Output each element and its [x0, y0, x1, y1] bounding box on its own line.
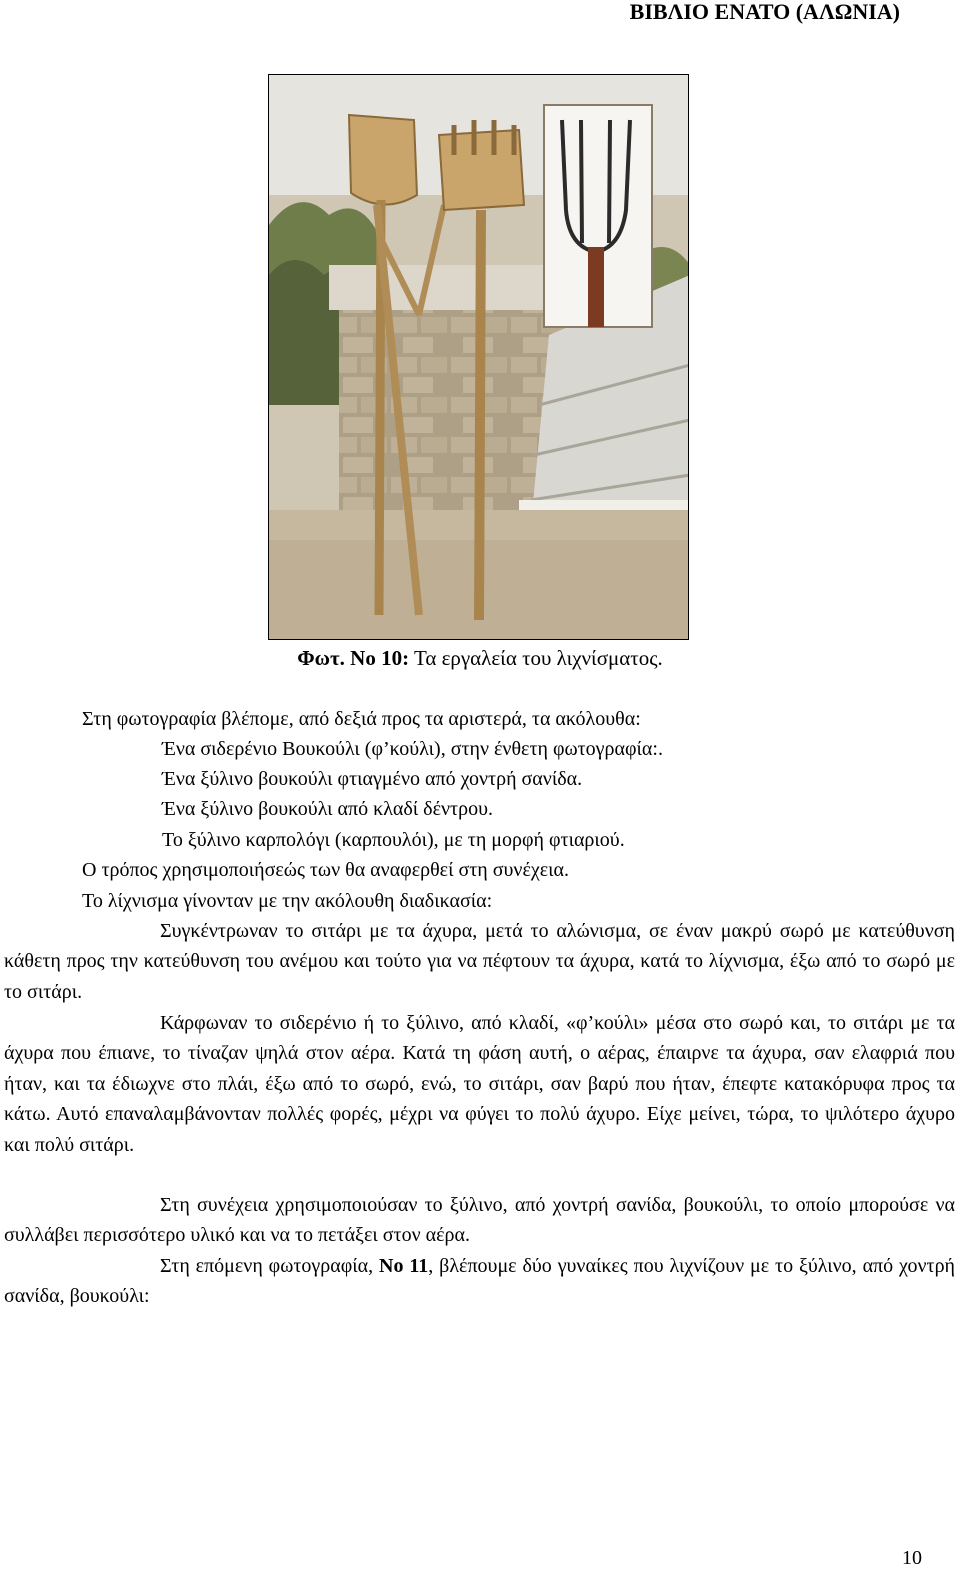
photo-caption: [0, 646, 960, 670]
page-number: 10: [902, 1547, 922, 1569]
paragraph-3: [4, 1190, 955, 1251]
intro-line-4: Ένα ξύλινο βουκούλι από κλαδί δέντρου.: [162, 798, 493, 820]
intro-line-7: Το λίχνισμα γίνονταν με την ακόλουθη διαδικασία:: [82, 890, 493, 912]
paragraph-4-after: , βλέπουμε δύο γυναίκες που λιχνίζουν με το ξύλινο, από χοντρή σανίδα, βουκούλι:: [4, 1255, 956, 1308]
tools-photo: [268, 74, 689, 640]
paragraph-4-before: Στη επόμενη φωτογραφία,: [160, 1255, 380, 1277]
intro-line-2: Ένα σιδερένιο Βουκούλι (φ’κούλι), στην ένθετη φωτογραφία:.: [162, 738, 663, 760]
photo-reference: Νο 11: [379, 1255, 429, 1277]
intro-line-1: Στη φωτογραφία βλέπομε, από δεξιά προς τα αριστερά, τα ακόλουθα:: [82, 708, 641, 730]
caption-label: Φωτ. Νο 10:: [297, 646, 410, 670]
paragraph-1: [4, 916, 955, 1007]
running-header: ΒΙΒΛΙΟ ΕΝΑΤΟ (ΑΛΩΝΙΑ): [629, 0, 900, 24]
caption-text: Τα εργαλεία του λιχνίσματος.: [409, 646, 663, 670]
paragraph-4: [4, 1251, 955, 1312]
intro-line-6: Ο τρόπος χρησιμοποιήσεώς των θα αναφερθεί στη συνέχεια.: [82, 859, 570, 881]
paragraph-3-text: Στη συνέχεια χρησιμοποιούσαν το ξύλινο, από χοντρή σανίδα, βουκούλι, το οποίο μπορούσε να συλλάβει περισσότερο υλικό και να το πετάξει στον αέρα.: [4, 1194, 955, 1247]
intro-line-5: Το ξύλινο καρπολόγι (καρπουλόι), με τη μορφή φτιαριού.: [162, 829, 625, 851]
paragraph-2-text: Κάρφωναν το σιδερένιο ή το ξύλινο, από κλαδί, «φ’κούλι» μέσα στο σωρό και, το σιτάρι με τα άχυρα που έπιανε, το τίναζαν ψηλά στον αέρα. Κατά τη φάση αυτή, ο αέρας, έπαιρνε τα άχυρα, σαν ελαφριά που ήταν, και τα έδιωχνε στο πλάι, έξω από το σωρό, ενώ, το σιτάρι, σαν βαρύ που ήταν, έπεφτε κατακόρυφα προς τα κάτω. Αυτό επαναλαμβάνονταν πολλές φορές, μέχρι να φύγει το πολύ άχυρο. Είχε μείνει, τώρα, το ψιλότερο άχυρο και πολύ σιτάρι.: [4, 1012, 955, 1156]
intro-line-3: Ένα ξύλινο βουκούλι φτιαγμένο από χοντρή σανίδα.: [162, 768, 583, 790]
paragraph-1-text: Συγκέντρωναν το σιτάρι με τα άχυρα, μετά το αλώνισμα, σε έναν μακρύ σωρό με κατεύθυνση κάθετη προς την κατεύθυνση του ανέμου και τούτο για να πέφτουν τα άχυρα, κατά το λίχνισμα, έξω από το σωρό με το σιτάρι.: [4, 920, 955, 1003]
tools-photo-illustration: [269, 75, 689, 640]
paragraph-2: [4, 1008, 955, 1160]
